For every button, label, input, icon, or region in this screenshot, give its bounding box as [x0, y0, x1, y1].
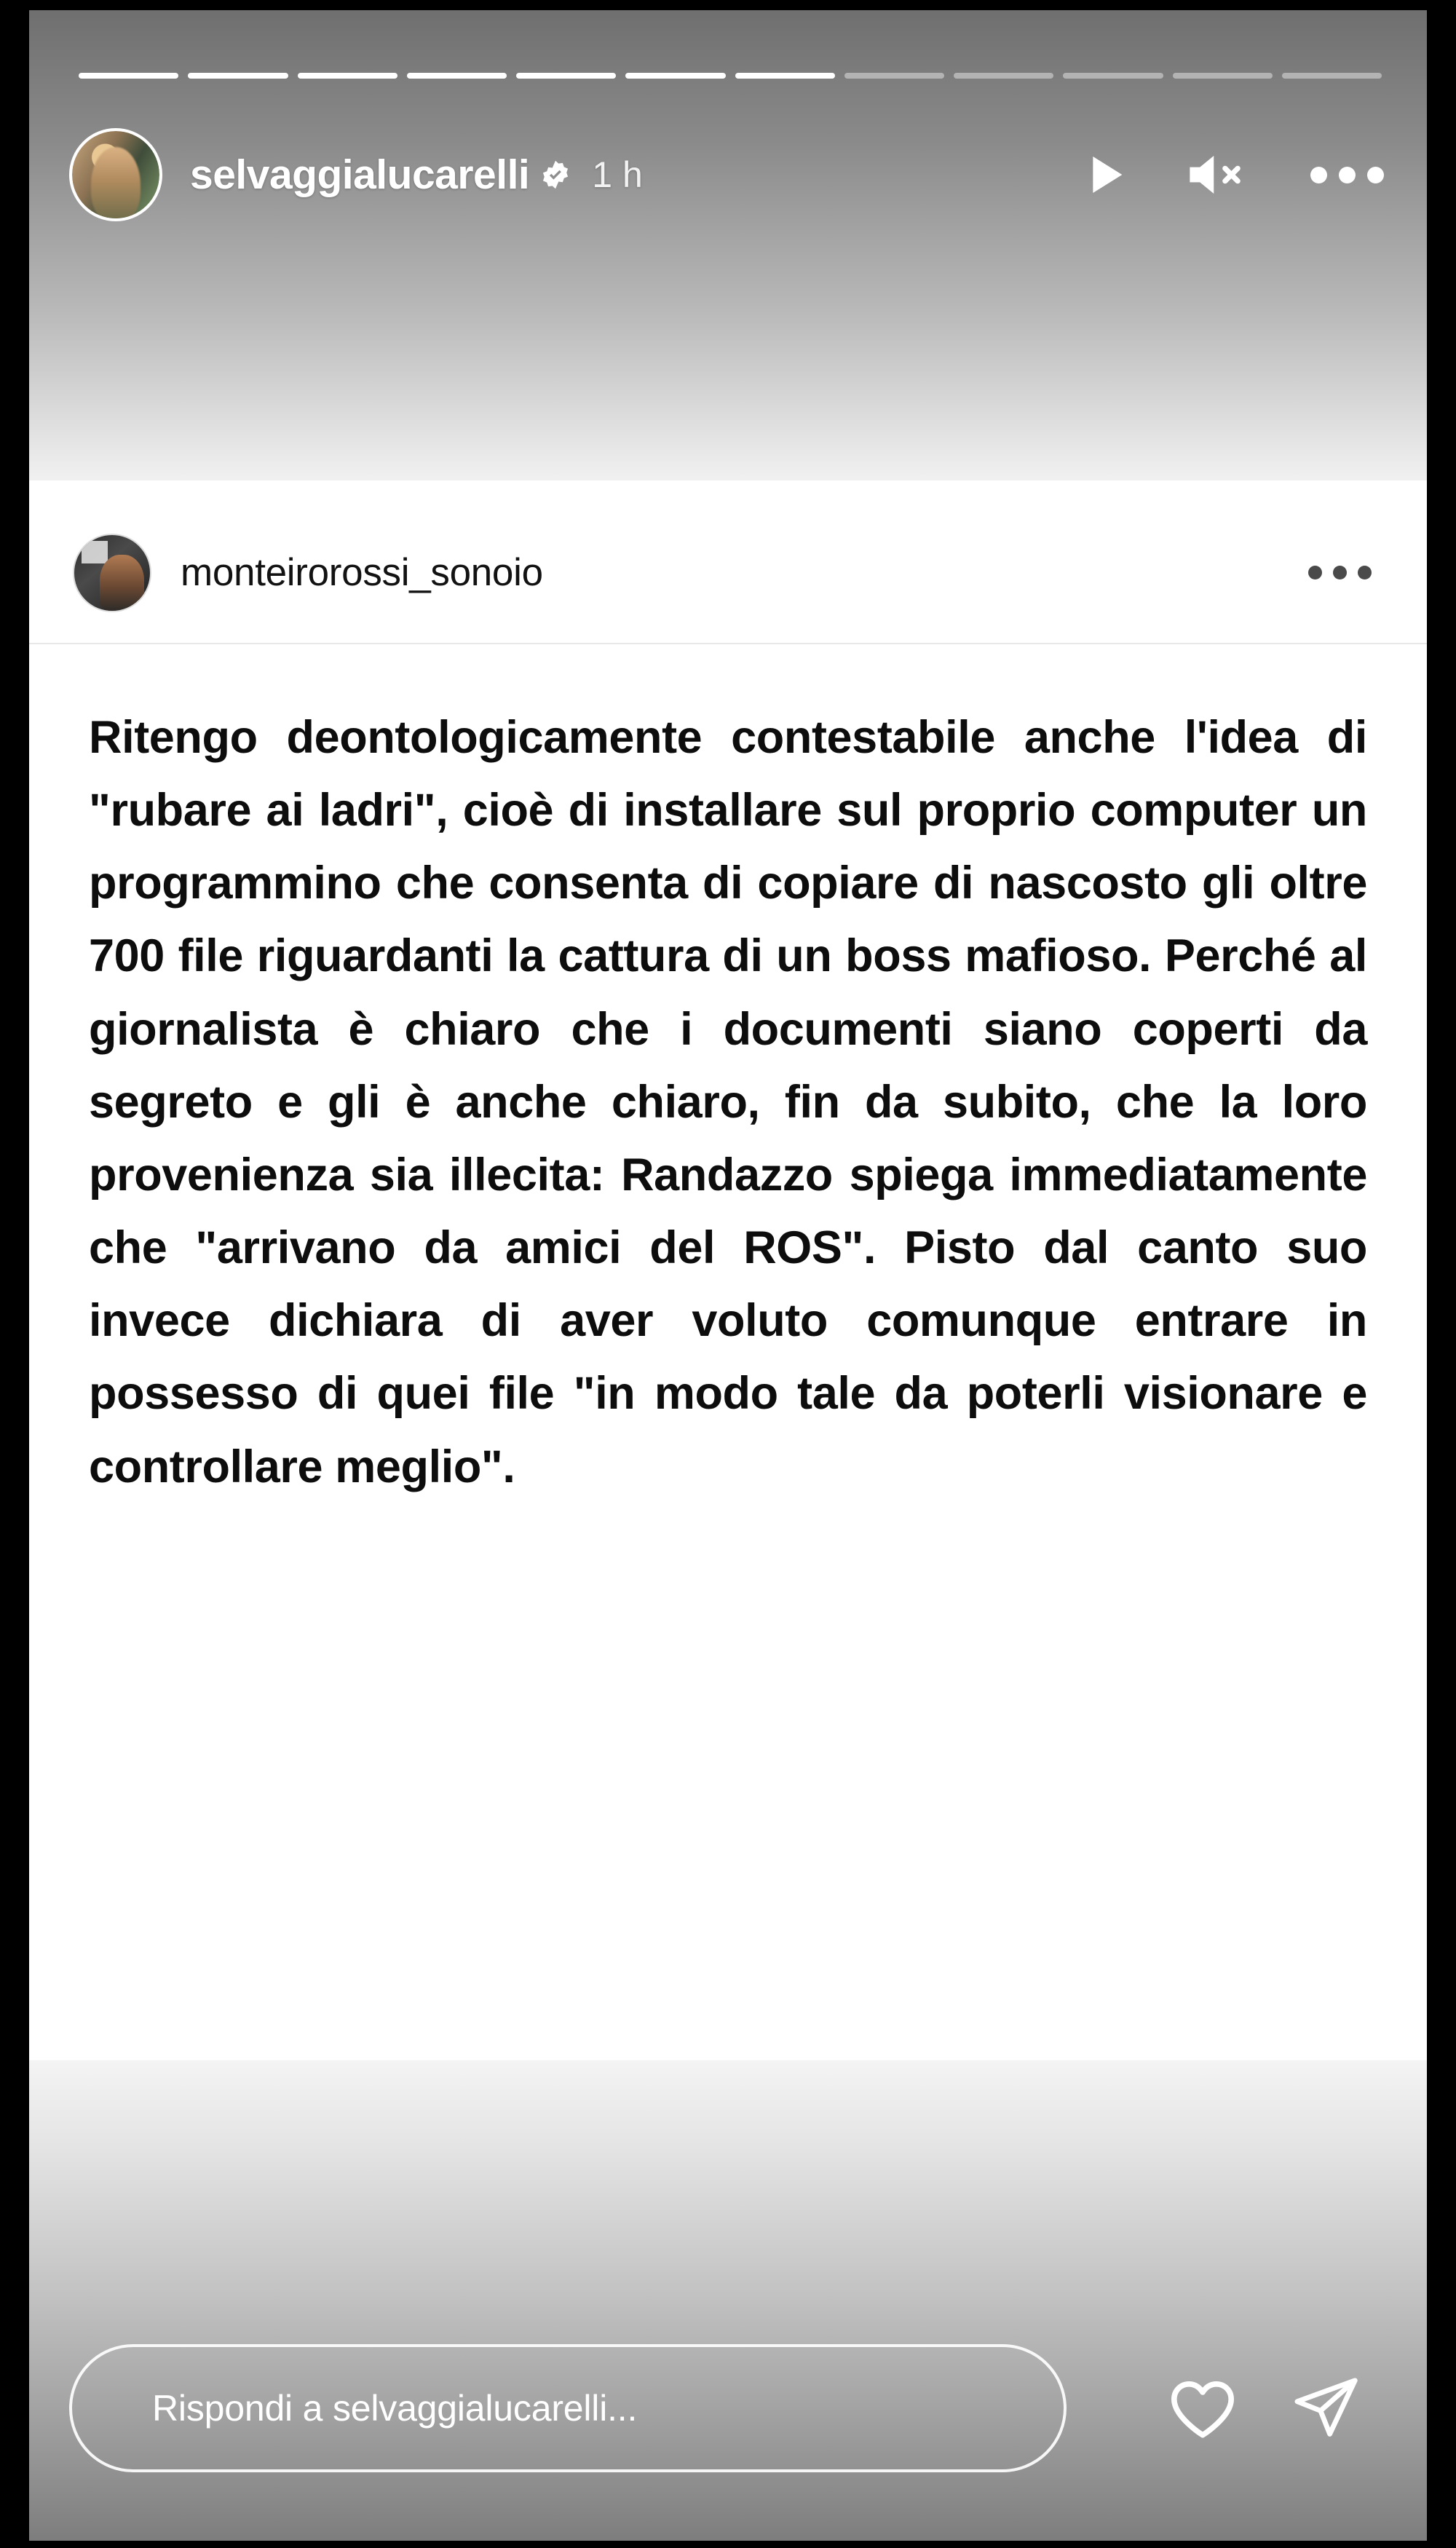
story-progress-bar: [79, 73, 1382, 80]
shared-post-text: Ritengo deontologicamente contestabile anche l'idea di "rubare ai ladri", cioè di installare sul proprio computer un programmino che consenta di copiare di nascosto gli oltre 700 file riguardanti la cattura di un boss mafioso. Perché al giornalista è chiaro che i documenti siano coperti da segreto e gli è anche chiaro, fin da subito, che la loro provenienza sia illecita: Randazzo spiega immediatamente che "arrivano da amici del ROS". Pisto dal canto suo invece dichiara di aver voluto comunque entrare in possesso di quei file "in modo tale da poterli visionare e controllare meglio".: [89, 712, 1367, 1492]
story-header: [69, 127, 1394, 222]
play-icon[interactable]: [1072, 142, 1138, 207]
more-options-icon[interactable]: [1307, 153, 1387, 197]
story-background-top: [29, 10, 1427, 491]
shared-post-username[interactable]: monteirorossi_sonoio: [181, 551, 543, 594]
more-options-dots: [1310, 167, 1384, 183]
author-username[interactable]: selvaggialucarelli: [190, 151, 530, 198]
story-progress-segment: [625, 73, 725, 79]
story-progress-segment: [954, 73, 1053, 79]
story-progress-segment: [516, 73, 616, 79]
story-progress-segment: [735, 73, 835, 79]
shared-post-card[interactable]: [29, 502, 1427, 1573]
post-more-options-icon[interactable]: [1304, 551, 1376, 594]
story-progress-segment: [1173, 73, 1273, 79]
story-timestamp: 1 h: [592, 154, 643, 195]
reply-input[interactable]: Rispondi a selvaggialucarelli...: [69, 2344, 1067, 2472]
send-direct-icon[interactable]: [1289, 2372, 1364, 2445]
mute-speaker-icon[interactable]: [1180, 142, 1250, 207]
author-avatar[interactable]: [69, 128, 162, 221]
reply-actions: [1067, 2372, 1390, 2445]
story-progress-segment: [1063, 73, 1163, 79]
story-progress-segment: [79, 73, 178, 79]
shared-post-header: [29, 502, 1427, 644]
reply-bar: [69, 2343, 1390, 2474]
verified-badge-icon: [539, 159, 571, 191]
story-progress-segment: [844, 73, 944, 79]
story-progress-segment: [298, 73, 397, 79]
story-progress-segment: [188, 73, 288, 79]
heart-icon[interactable]: [1165, 2373, 1241, 2443]
author-avatar-image: [72, 131, 159, 218]
story-progress-segment: [407, 73, 507, 79]
story-progress-segment: [1282, 73, 1382, 79]
shared-post-body: [29, 644, 1427, 1573]
shared-post-avatar[interactable]: [73, 534, 151, 612]
